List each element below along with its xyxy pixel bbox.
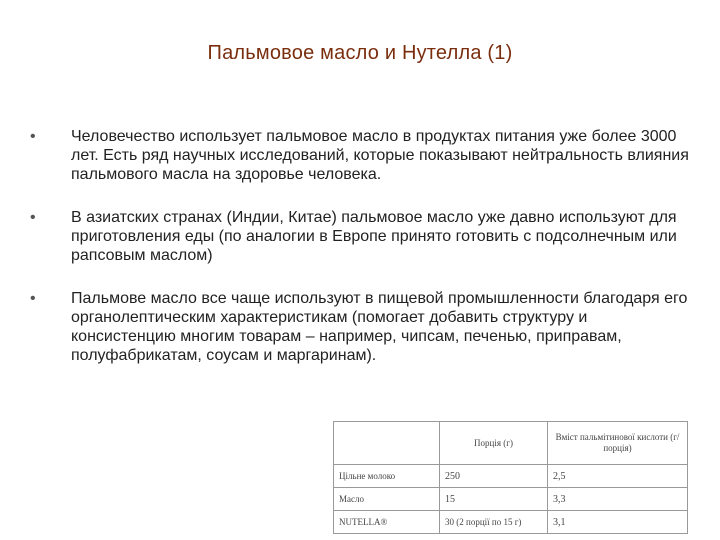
table-cell: 30 (2 порції по 15 г) [440,511,548,534]
table-cell: 15 [440,488,548,511]
bullet-item [30,289,690,365]
bullet-marker: • [30,290,36,307]
table-header-cell [334,422,440,465]
table-row [334,465,688,488]
bullet-text: Человечество использует пальмовое масло в продуктах питания уже более 3000 лет. Есть ряд научных исследований, которые показывают нейтральность влияния пальмового масла на здоровье человека. [71,128,689,183]
bullet-item [30,127,690,184]
bullet-marker: • [30,209,36,226]
table-cell: 2,5 [548,465,688,488]
table-header-row [334,422,688,465]
slide-title: Пальмовое масло и Нутелла (1) [207,42,513,64]
bullet-item [30,208,690,265]
bullet-list [30,127,690,389]
table-cell: Цільне молоко [334,465,440,488]
table-header-cell: Вміст пальмітинової кислоти (г/порція) [548,422,688,465]
table-row [334,511,688,534]
bullet-marker: • [30,128,36,145]
palmitic-acid-table [333,421,688,534]
table-cell: 3,3 [548,488,688,511]
bullet-text: В азиатских странах (Индии, Китае) пальмовое масло уже давно используют для приготовления еды (по аналогии в Европе принято готовить с подсолнечным или рапсовым маслом) [71,209,677,264]
bullet-text: Пальмове масло все чаще используют в пищевой промышленности благодаря его органолептическим характеристикам (помогает добавить структуру и консистенцию многим товарам – например, чипсам, печенью, приправам, полуфабрикатам, соусам и маргаринам). [71,290,688,364]
table-cell: Масло [334,488,440,511]
table-header-cell: Порція (г) [440,422,548,465]
table-cell: 250 [440,465,548,488]
table-cell: 3,1 [548,511,688,534]
table-row [334,488,688,511]
table-cell: NUTELLA® [334,511,440,534]
